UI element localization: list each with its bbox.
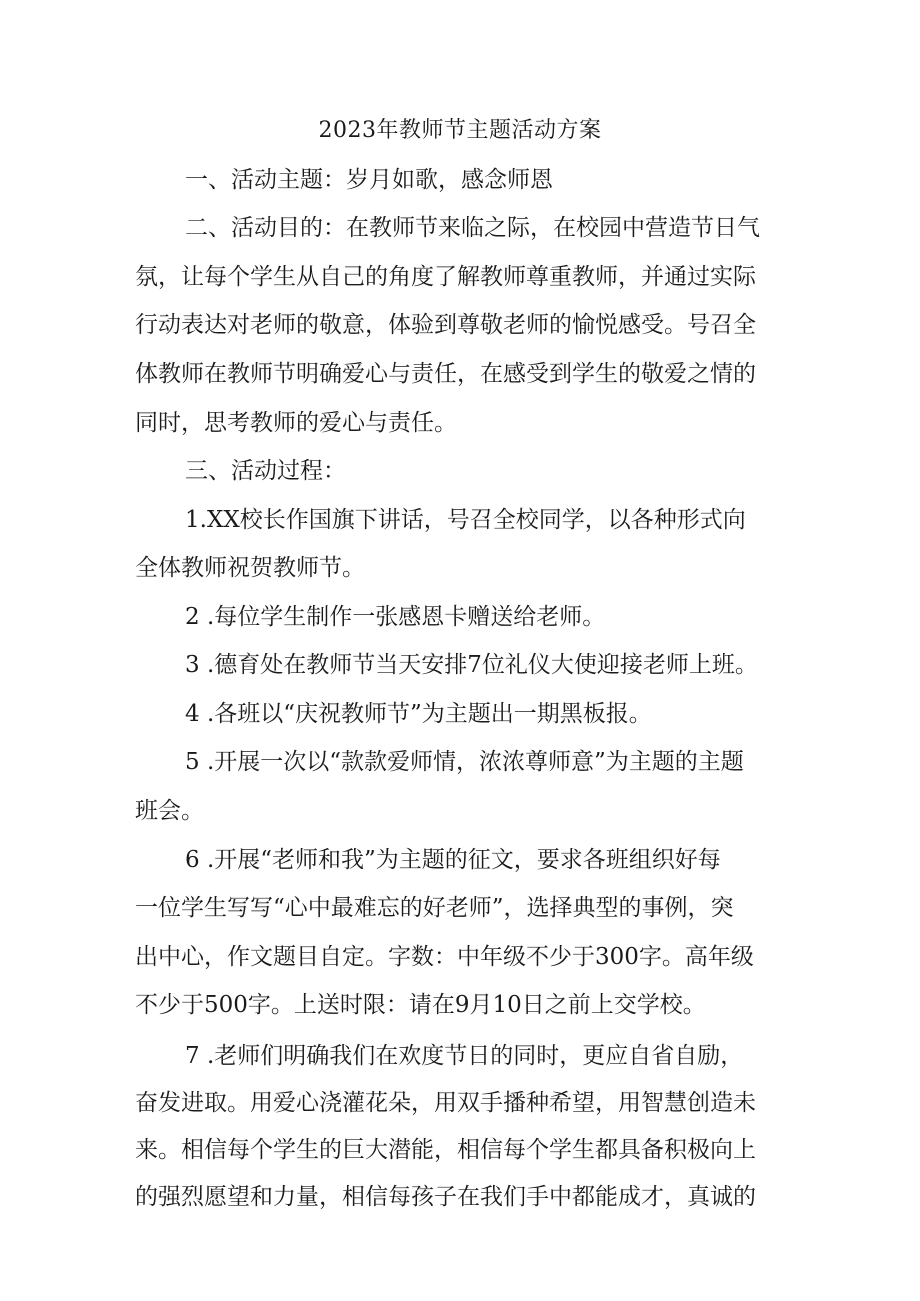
list-item-6-line-4: 不少于500字。上送时限：请在9月10日之前上交学校。	[135, 992, 706, 1018]
list-item-4: 4 .各班以“庆祝教师节”为主题出一期黑板报。	[185, 701, 652, 727]
list-item-1-line-1: 1.XX校长作国旗下讲话，号召全校同学，以各种形式向	[185, 507, 746, 533]
list-item-3: 3 .德育处在教师节当天安排7位礼仪大使迎接老师上班。	[185, 652, 758, 678]
list-item-5-line-2: 班会。	[135, 798, 204, 824]
list-item-7-line-1: 7 .老师们明确我们在欢度节日的同时，更应自省自励，	[185, 1043, 744, 1069]
list-item-6-line-2: 一位学生写写“心中最难忘的好老师”，选择典型的事例，突	[135, 895, 734, 921]
list-item-2: 2 .每位学生制作一张感恩卡赠送给老师。	[185, 604, 606, 630]
section-purpose-line-1: 二、活动目的：在教师节来临之际，在校园中营造节日气	[185, 215, 760, 241]
section-purpose-line-5: 同时，思考教师的爱心与责任。	[135, 410, 457, 436]
section-theme: 一、活动主题：岁月如歌，感念师恩	[185, 167, 553, 193]
section-purpose-line-4: 体教师在教师节明确爱心与责任，在感受到学生的敬爱之情的	[135, 361, 756, 387]
document-title: 2023年教师节主题活动方案	[318, 118, 602, 143]
section-process-heading: 三、活动过程：	[185, 458, 346, 484]
list-item-6-line-3: 出中心，作文题目自定。字数：中年级不少于300字。高年级	[135, 944, 754, 970]
section-purpose-line-2: 氛，让每个学生从自己的角度了解教师尊重教师，并通过实际	[135, 264, 756, 290]
list-item-6-line-1: 6 .开展“老师和我”为主题的征文，要求各班组织好每	[185, 847, 721, 873]
list-item-1-line-2: 全体教师祝贺教师节。	[135, 555, 365, 581]
list-item-7-line-2: 奋发进取。用爱心浇灌花朵，用双手播种希望，用智慧创造未	[135, 1090, 756, 1116]
list-item-7-line-3: 来。相信每个学生的巨大潜能，相信每个学生都具备积极向上	[135, 1137, 756, 1163]
list-item-7-line-4: 的强烈愿望和力量，相信每孩子在我们手中都能成才，真诚的	[135, 1184, 756, 1210]
section-purpose-line-3: 行动表达对老师的敬意，体验到尊敬老师的愉悦感受。号召全	[135, 312, 756, 338]
list-item-5-line-1: 5 .开展一次以“款款爱师情，浓浓尊师意”为主题的主题	[185, 749, 744, 775]
